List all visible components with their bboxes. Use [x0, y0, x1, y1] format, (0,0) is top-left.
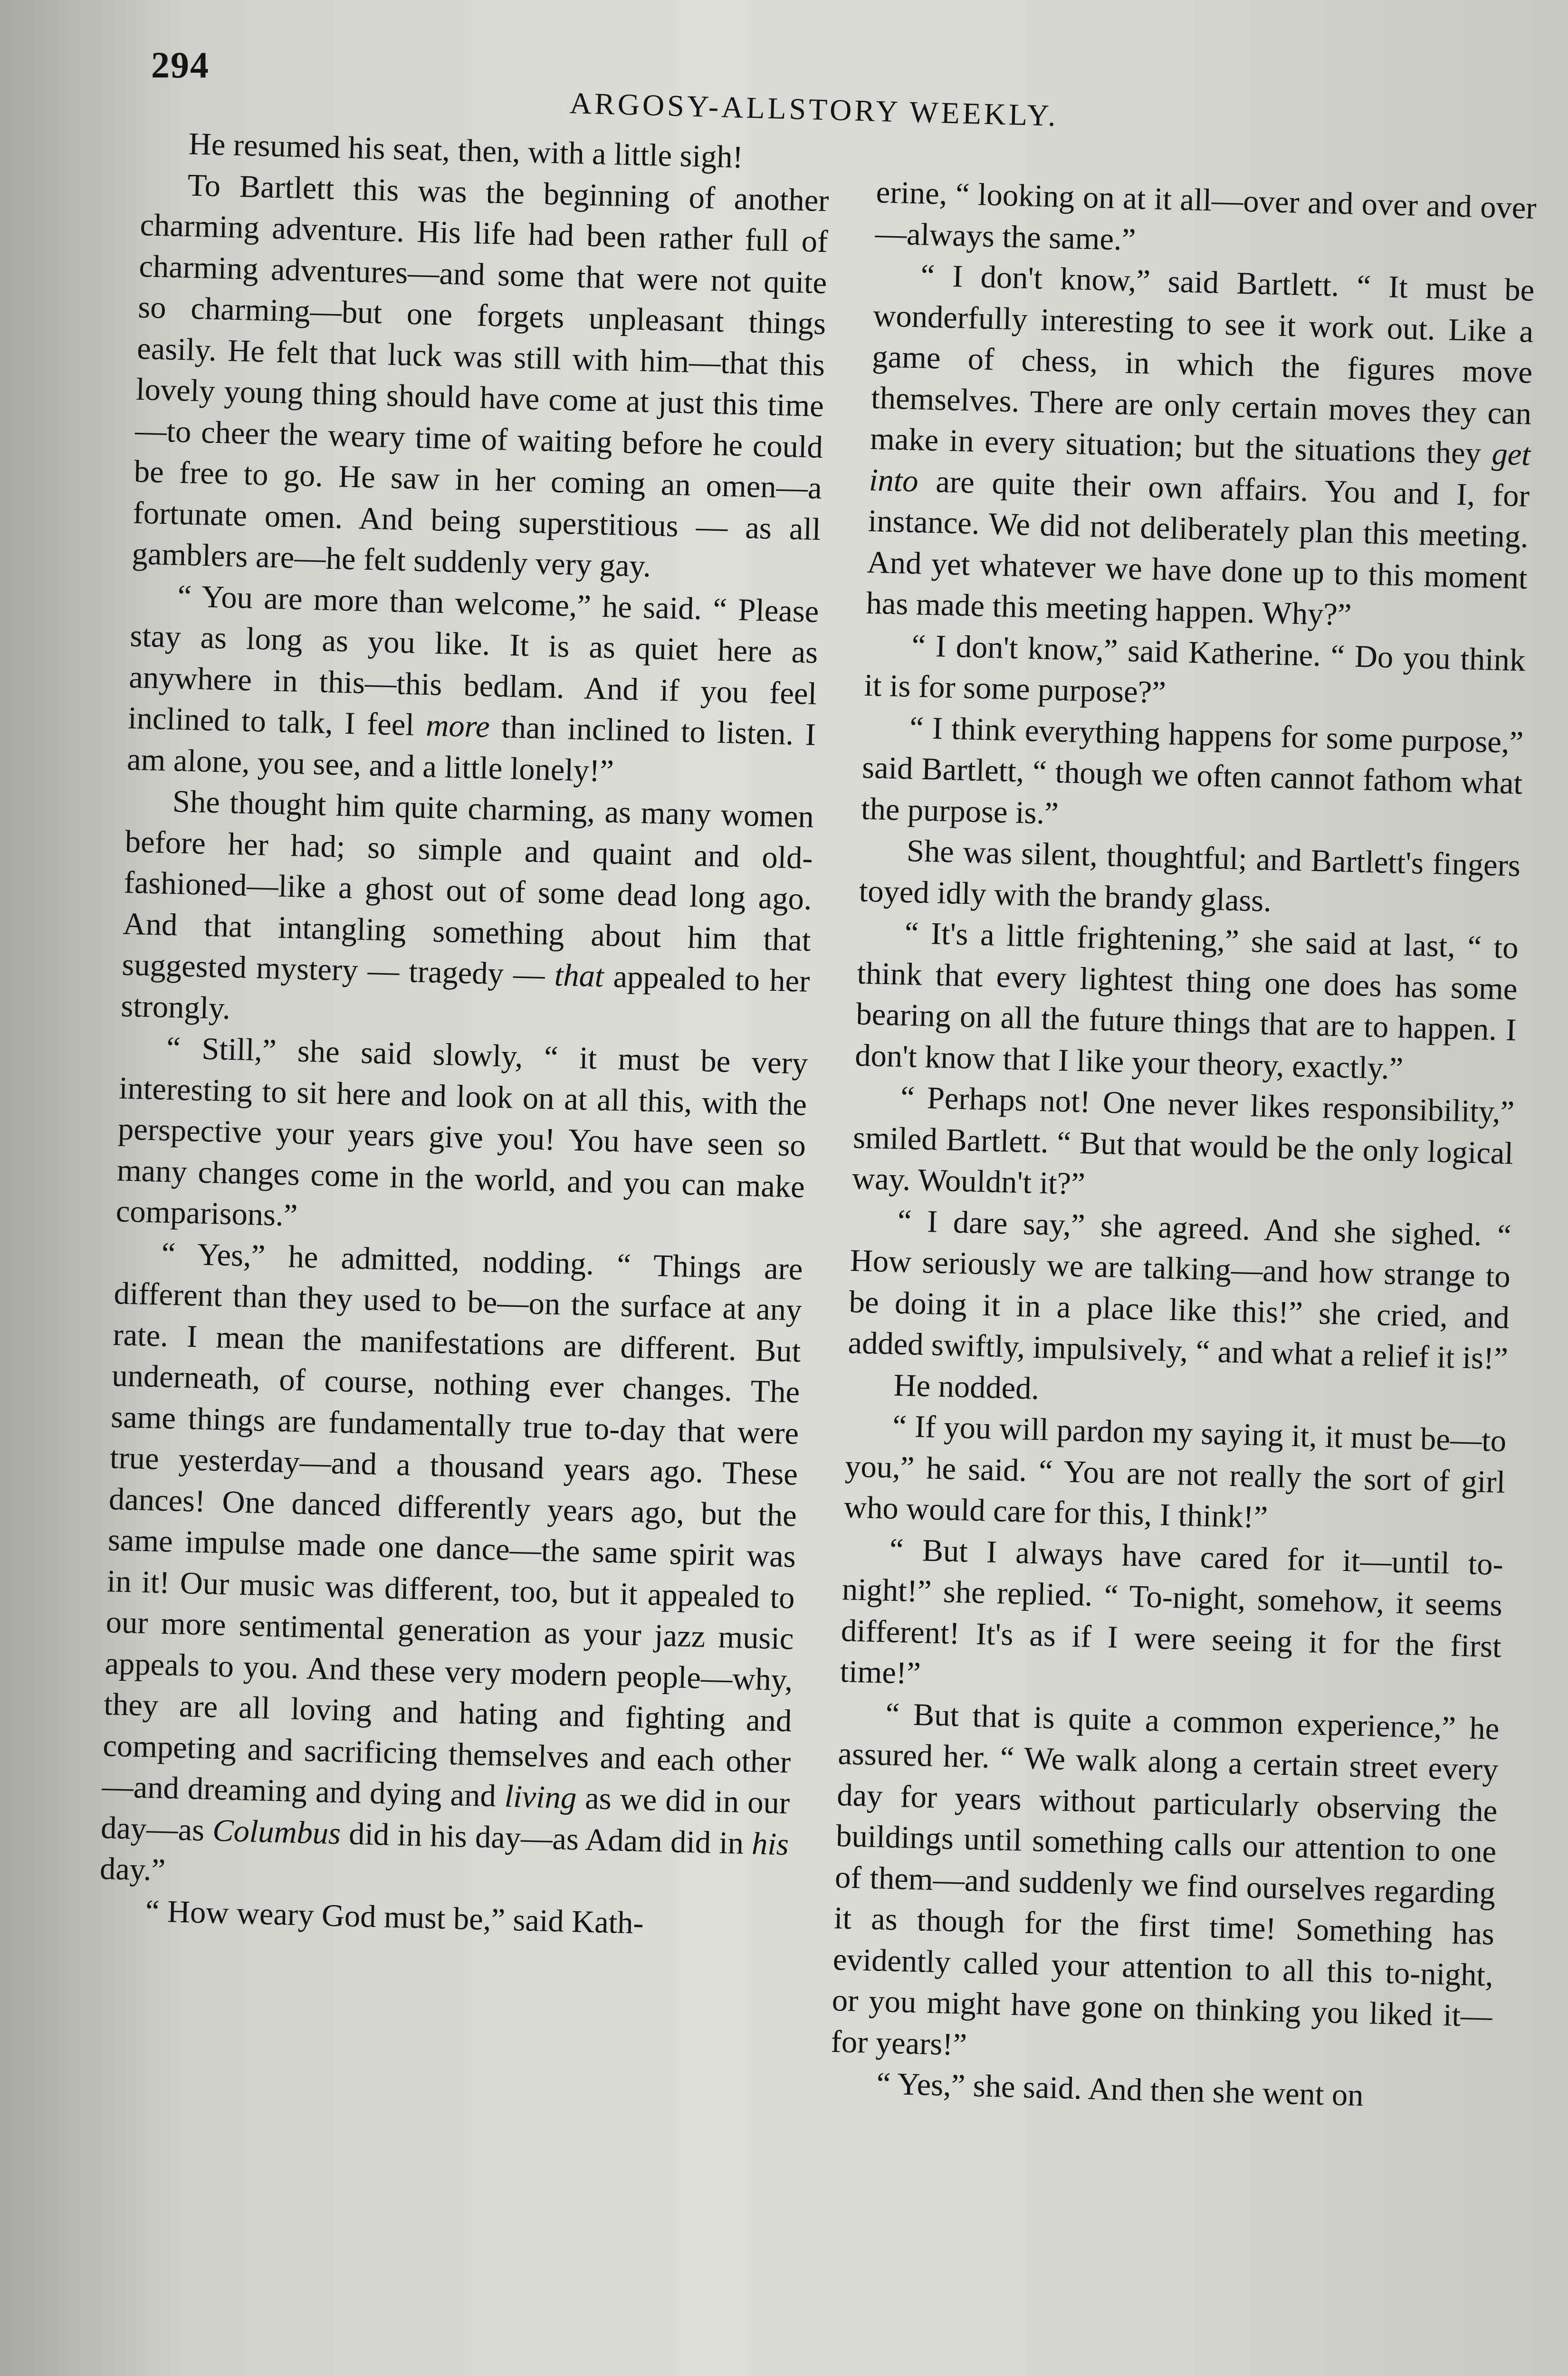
text-run: She thought him quite charming, as many women before her had; so simple and quaint and old-fashioned—like a ghost out of some dead long ago. And that intangling something about him that suggested mystery — tragedy —: [121, 784, 814, 993]
paragraph: “ It's a little frightening,” she said at last, “ to think that every lightest thing one does has some bearing on all the future things that are to happen. I don't know that I like your theory, exactly.”: [854, 915, 1519, 1086]
text-run: “ You are more than welcome,” he said. “ Please stay as long as you like. It is as quiet here as anywhere in this—this bedlam. And if you feel inclined to talk, I feel: [127, 578, 820, 743]
text-run: did in his day—as Adam did in: [340, 1816, 753, 1861]
paragraph: [866, 254, 1535, 640]
text-run: “ Yes,” he admitted, nodding. “ Things are different than they used to be—on the surface at any rate. I mean the manifestations are different. But underneath, of course, nothing ever changes. The same things are fundamentally true to-day that were true yesterday—and a thousand years ago. These dances! One danced differently years ago, but the same impulse made one dance—the same spirit was in it! Our music was different, too, but it appealed to our more sentimental generation as your jazz music appeals to you. And these very modern people—why, they are all loving and hating and fighting and competing and sacrificing themselves and each other—and dreaming and dying and: [101, 1236, 803, 1814]
text-run: are quite their own affairs. You and I, for instance. We did not deliberately plan this meeting. And yet whatever we have done up to this moment has made this meeting happen. Why?”: [865, 463, 1530, 632]
emphasis: his: [751, 1826, 789, 1862]
paragraph: He resumed his seat, then, with a little sigh!: [188, 126, 744, 175]
paragraph: To Bartlett this was the beginning of another charming adventure. His life had been rather full of charming adventures—and some that were not quite so charming—but one forgets unpleasant things easily. He felt that luck was still with him—that this lovely young thing should have come at just this time—to cheer the weary time of waiting before he could be free to go. He saw in her coming an omen—a fortunate omen. And being superstitious — as all gamblers are—he felt suddenly very gay.: [131, 167, 830, 584]
text-run: as we did in our day—as: [100, 1781, 790, 1848]
right-column: [830, 172, 1537, 2119]
paragraph: “ Still,” she said slowly, “ it must be very interesting to sit here and look on at all this, with the perspective your years give you! You have seen so many changes come in the world, and you can make comparisons.”: [115, 1030, 808, 1233]
paragraph: He nodded.: [893, 1368, 1040, 1406]
page-number: 294: [151, 44, 210, 86]
paragraph: “ I think everything happens for some purpose,” said Bartlett, “ though we often cannot fathom what the purpose is.”: [860, 710, 1524, 831]
paragraph: erine, “ looking on at it all—over and over and over—always the same.”: [874, 174, 1537, 257]
paragraph: “ How weary God must be,” said Kath-: [145, 1893, 644, 1941]
paragraph: “ I dare say,” she agreed. And she sighed. “ How seriously we are talking—and how strange to be doing it in a place like this!” she cried, and added swiftly, impulsively, “ and what a relief it is!”: [847, 1203, 1512, 1377]
text-run: “ I don't know,” said Bartlett. “ It must be wonderfully interesting to see it work out. Like a game of chess, in which the figures move themselves. There are only certain moves they can make in every situation; but the situations they: [870, 258, 1535, 471]
text-run: than inclined to listen. I am alone, you see, and a little lonely!”: [126, 709, 816, 789]
paragraph: “ But I always have cared for it—until to-night!” she replied. “ To-night, somehow, it seems different! It's as if I were seeing it for the first time!”: [839, 1532, 1504, 1691]
paragraph: “ If you will pardon my saying it, it must be—to you,” he said. “ You are not really the sort of girl who would care for this, I think!”: [843, 1408, 1507, 1535]
left-column: [98, 123, 831, 1947]
paragraph: “ But that is quite a common experience,” he assured her. “ We walk along a certain street every day for years without particularly observing the buildings until something calls our attention to one of them—and suddenly we find ourselves regarding it as though for the first time! Something has evidently called your attention to all this to-night, or you might have gone on thinking you liked it—for years!”: [830, 1696, 1500, 2062]
paragraph: “ Yes,” she said. And then she went on: [876, 2066, 1364, 2113]
text-run: day.”: [99, 1851, 166, 1888]
paragraph: “ I don't know,” said Katherine. “ Do you think it is for some purpose?”: [863, 628, 1526, 710]
text-run: appealed to her strongly.: [120, 959, 811, 1026]
emphasis: living: [504, 1779, 577, 1816]
paragraph: [126, 575, 819, 797]
paragraph: She was silent, thoughtful; and Bartlett's fingers toyed idly with the brandy glass.: [859, 833, 1521, 919]
paragraph: “ Perhaps not! One never likes responsibility,” smiled Bartlett. “ But that would be the only logical way. Wouldn't it?”: [851, 1080, 1515, 1202]
emphasis: get into: [869, 436, 1531, 498]
paragraph: [121, 780, 814, 1044]
emphasis: Columbus: [212, 1813, 341, 1851]
emphasis: more: [425, 708, 490, 745]
running-head: ARGOSY-ALLSTORY WEEKLY.: [569, 86, 1059, 133]
emphasis: that: [554, 958, 604, 994]
paragraph: [99, 1232, 803, 1907]
